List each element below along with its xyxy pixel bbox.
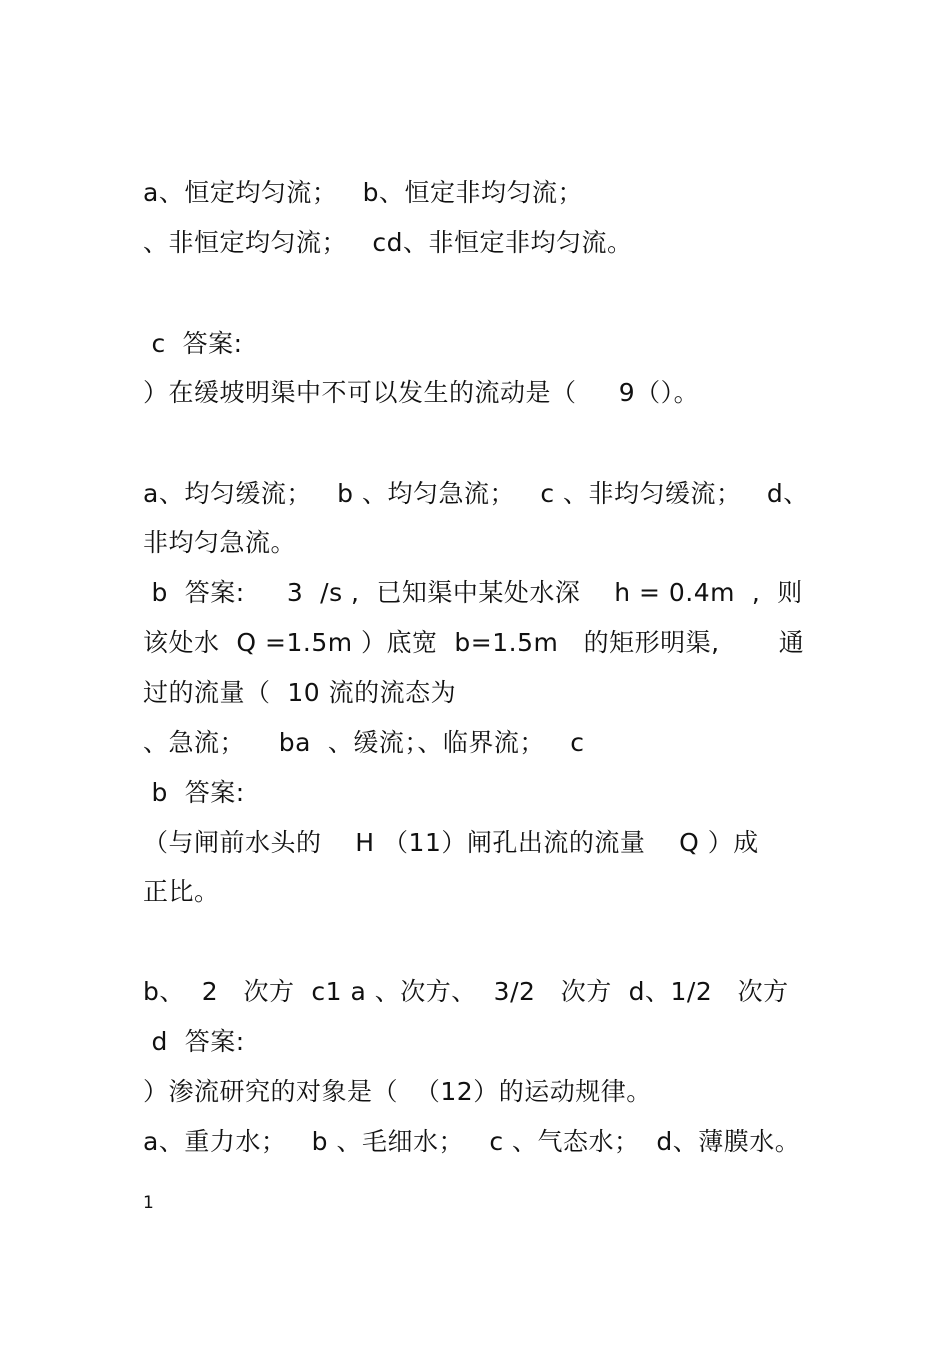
answer-line: b 答案: [143,778,245,807]
question-line: 过的流量（ 10 流的流态为 [143,678,457,707]
text-line: a、恒定均匀流； b、恒定非均匀流； [143,178,584,207]
question-line: ）在缓坡明渠中不可以发生的流动是（ 9（）。 [143,378,700,407]
question-line: 正比。 [143,877,220,906]
options-line: a、均匀缓流； b 、均匀急流； c 、非均匀缓流； d、 [143,479,809,508]
question-line: ）渗流研究的对象是（ （12）的运动规律。 [143,1077,652,1106]
answer-line: c 答案: [143,329,243,358]
page-number: 1 [143,1193,154,1213]
question-line: 该处水 Q =1.5m ）底宽 b=1.5m 的矩形明渠, 通 [143,628,805,657]
text-line: 、非恒定均匀流； cd、非恒定非均匀流。 [143,228,633,257]
answer-line: d 答案: [143,1027,245,1056]
options-line: a、重力水； b 、毛细水； c 、气态水； d、薄膜水。 [143,1127,801,1156]
options-line: 非均匀急流。 [143,528,297,557]
answer-line: b 答案: 3 /s , 已知渠中某处水深 h = 0.4m , 则 [143,578,803,607]
question-line: （与闸前水头的 H （11）闸孔出流的流量 Q ）成 [143,828,759,857]
options-line: 、急流； ba 、缓流；、临界流； c [143,728,585,757]
options-line: b、 2 次方 c1 a 、次方、 3/2 次方 d、1/2 次方 [143,977,789,1006]
